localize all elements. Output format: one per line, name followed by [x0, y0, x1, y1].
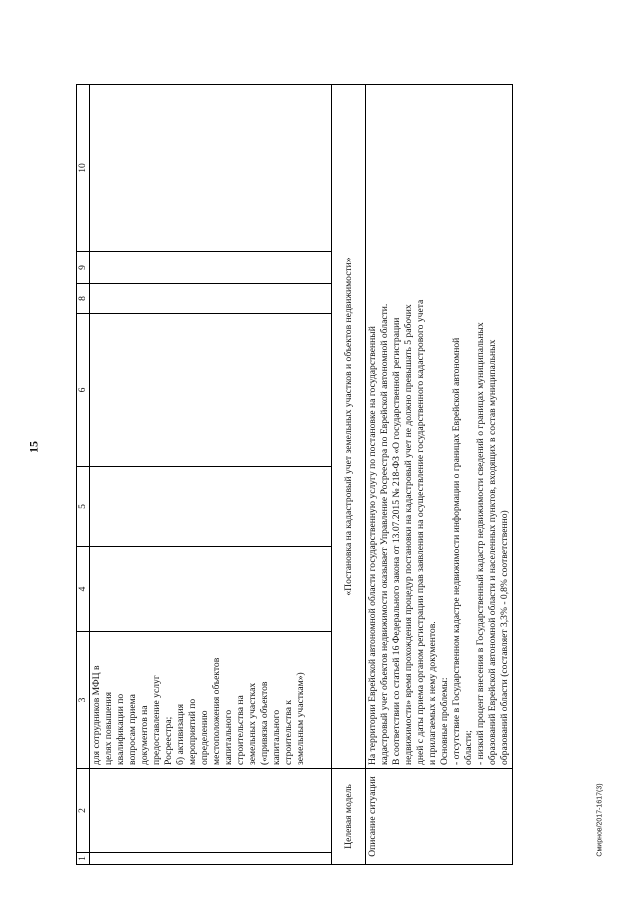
- situation-text: На территории Еврейской автономной области государственную услугу по постановке на государственный кадастровый учет объектов недвижимости оказывает Управление Росреестра по Еврейской автономной области. В соответствии со статьей 16 Федерального закона от 13.07.2015 № 218-ФЗ «О государственной регистрации недвижимости» время прохождения процедур постановки на кадастровый учет не должно превышать 5 рабочих дней с даты приема органом регистрации прав заявления на осуществление государственного кадастрового учета и прилагаемых к нему документов. Основные проблемы: - отсутствие в Государственном кадастре недвижимости информации о границах Еврейской автономной области; - низкий процент внесения в Государственный кадастр недвижимости сведений о границах муниципальных образований Еврейской автономной области и населенных пунктов, входящих в состав муниципальных образований области (составляет 3,3% - 0,8% соответственно): [366, 85, 513, 769]
- col-header: 3: [77, 632, 90, 769]
- header-row: [77, 85, 90, 865]
- table-cell: [90, 547, 332, 632]
- document-stamp: Смирнов/2017-1617(3): [596, 783, 604, 857]
- target-model-label: Целевая модель: [332, 769, 366, 865]
- table-cell: [90, 252, 332, 284]
- table-cell: [90, 85, 332, 252]
- col-header: 1: [77, 853, 90, 865]
- table-row: [90, 85, 332, 865]
- col-header: 8: [77, 284, 90, 314]
- page-number: 15: [26, 441, 41, 453]
- data-table: [76, 84, 513, 865]
- col-header: 2: [77, 769, 90, 853]
- col-header: 5: [77, 467, 90, 547]
- table-cell: [90, 853, 332, 865]
- table-cell: [90, 769, 332, 853]
- target-model-title: «Постановка на кадастровый учет земельных участков и объектов недвижимости»: [332, 85, 366, 769]
- col-header: 4: [77, 547, 90, 632]
- col-header: 6: [77, 314, 90, 467]
- situation-row: [366, 85, 513, 865]
- col-header: 9: [77, 252, 90, 284]
- table-cell: [90, 284, 332, 314]
- measure-text-cell: для сотрудников МФЦ в целях повышения квалификации по вопросам приема документов на предоставление услуг Росреестра; б) активизация мероприятий по определению местоположения объектов капитального строительства на земельных участках («привязка объектов капитального строительства к земельным участкам»): [90, 632, 332, 769]
- situation-label: Описание ситуации: [366, 769, 513, 865]
- table-cell: [90, 467, 332, 547]
- rotated-table-frame: [76, 85, 510, 865]
- table-cell: [90, 314, 332, 467]
- target-model-row: [332, 85, 366, 865]
- col-header: 10: [77, 85, 90, 252]
